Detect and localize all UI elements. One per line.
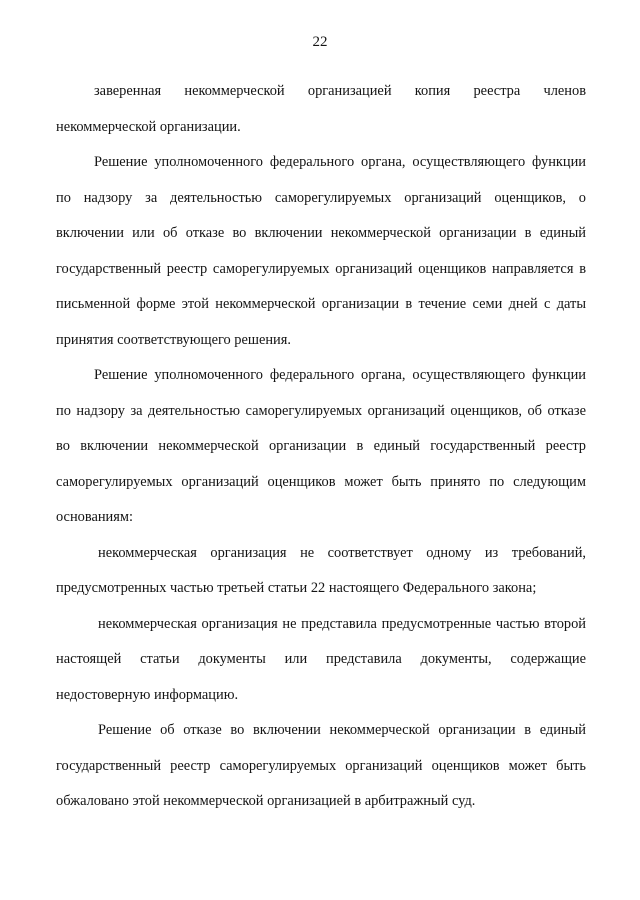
paragraph-appeal: Решение об отказе во включении некоммерческой организации в единый государственный реестр саморегулируемых организаций оценщиков может быть обжаловано этой некоммерческой организацией в арбитражный суд. [56,722,586,809]
page-number: 22 [312,34,328,50]
paragraph-decision-notification: Решение уполномоченного федерального органа, осуществляющего функции по надзору за деятельностью саморегулируемых организаций оценщиков, о включении или об отказе во включении некоммерческой организации в единый государственный реестр саморегулируемых организаций оценщиков направляется в письменной форме этой некоммерческой организации в течение семи дней с даты принятия соответствующего решения. [56,154,586,348]
paragraph-ground-documents: некоммерческая организация не представила предусмотренные частью второй настоящей статьи документы или представила документы, содержащие недостоверную информацию. [56,615,586,703]
paragraph-ground-requirements: некоммерческая организация не соответствует одному из требований, предусмотренных частью третьей статьи 22 настоящего Федерального закона; [56,544,586,596]
document-body [56,74,586,820]
paragraph-registry-copy: заверенная некоммерческой организацией копия реестра членов некоммерческой организации. [56,83,586,135]
paragraph-refusal-grounds: Решение уполномоченного федерального органа, осуществляющего функции по надзору за деятельностью саморегулируемых организаций оценщиков, об отказе во включении некоммерческой организации в единый государственный реестр саморегулируемых организаций оценщиков может быть принято по следующим основаниям: [56,367,586,525]
